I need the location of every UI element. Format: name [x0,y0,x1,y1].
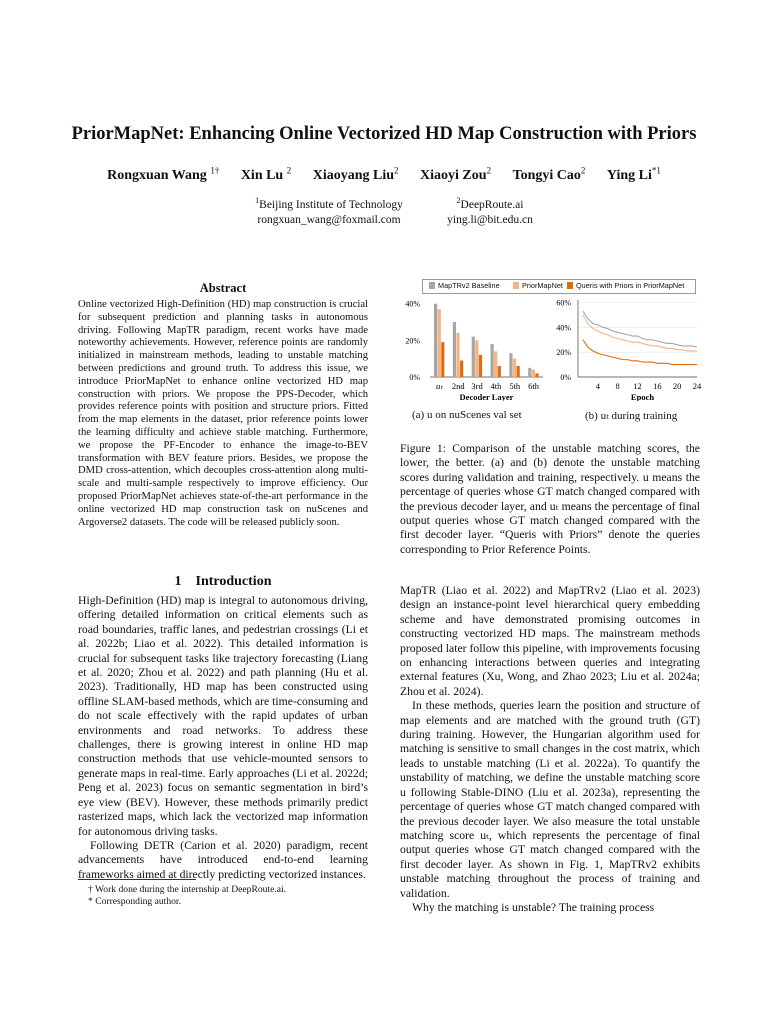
bar [434,304,437,377]
bar [509,353,512,377]
y-tick-label: 20% [405,336,420,346]
paragraph: High-Definition (HD) map is integral to autonomous driving, offering detailed information on critical elements such as road boundaries, traffic lanes, and pedestrian crossings (Li et al. 2022b; Liao et al. 2022). This detailed information is crucial for subsequent tasks like trajectory forecasting (Liang et al. 2020; Zhou et al. 2022) and path planning (Hu et al. 2023). Traditionally, HD map has been constructed using offline SLAM-based methods, which are time-consuming and do not scale effectively with the rapid updates of urban environments and road networks. To address these challenges, there is growing interest in online HD map construction methods that use vehicle-mounted sensors to generate maps in real-time. Early approaches (Li et al. 2022d; Peng et al. 2023) focus on semantic segmentation in bird’s eye view (BEV). However, these methods primarily predict rasterized maps, which lack the vectorized map information for autonomous driving tasks. [78,594,368,838]
y-tick-label: 20% [556,348,571,358]
bar [535,373,538,377]
bar [460,361,463,378]
bar [453,322,456,377]
bar [479,355,482,377]
x-tick-label: 12 [633,381,642,391]
x-tick-label: 24 [692,381,702,391]
line-chart [556,298,702,401]
bar [438,309,441,377]
x-axis-label: Epoch [630,392,655,401]
legend-item: Queris with Priors in PriorMapNet [567,281,684,290]
footnote: † Work done during the internship at DeepRoute.ai. [88,884,287,895]
x-tick-label: 5th [509,381,521,391]
paragraph: In these methods, queries learn the position and structure of map elements and are matched with the ground truth (GT) during training. However, the Hungarian algorithm used for matching is sensitive to small changes in the cost matrix, which leads to unstable matching (Li et al. 2022a). To quantify the unstability of matching, we define the unstable matching score u following Stable-DINO (Liu et al. 2023a), representing the percentage of queries whose GT match changed compared with the previous decoder layer. We also measure the total unstable matching score uₜ, which represents the percentage of final output queries whose GT match changed compared with the first decoder layer. As shown in Fig. 1, MapTRv2 exhibits unstable matching throughout the process of training and validation. [400,699,700,900]
series-line [583,311,697,347]
y-tick-label: 40% [405,299,420,309]
bar [528,368,531,377]
x-tick-label: 8 [615,381,620,391]
affiliation-2: $^2$DeepRoute.ai ying.li@bit.edu.cn [420,193,560,228]
abstract-heading: Abstract [199,281,247,295]
bar [532,370,535,377]
bar [472,337,475,377]
bar [456,333,459,377]
bar [441,342,444,377]
right-column-text [400,584,700,915]
section-heading: 1 Introduction [174,574,272,589]
figure-1-charts [395,276,705,401]
y-tick-label: 60% [556,298,571,308]
bar [498,366,501,377]
footnote-rule [78,879,196,880]
bar [491,344,494,377]
bar [475,340,478,377]
author-list [0,165,768,184]
legend-item: MapTRv2 Baseline [429,281,500,290]
subcaption-a: (a) u on nuScenes val set [412,409,522,421]
bar-chart [405,300,543,401]
affiliation-1: $^1$Beijing Institute of Technology rongxuan_wang@foxmail.com [246,193,412,228]
x-axis-label: Decoder Layer [459,392,514,401]
abstract-text: Online vectorized High-Definition (HD) map construction is crucial for subsequent prediction and planning tasks in autonomous driving. Following MapTR paradigm, recent works have made noteworthy achievements. However, reference points are randomly initialized in mainstream methods, leading to unstable matching between predictions and ground truth. To address this issue, we introduce PriorMapNet to enhance online vectorized HD map construction with priors. We propose the PPS-Decoder, which provides reference points with position and structure priors. Fitted from the map elements in the dataset, prior reference points lower the learning difficulty and achieve stable matching. Furthermore, we propose the PF-Encoder to enhance the image-to-BEV transformation with BEV feature priors. Besides, we propose the DMD cross-attention, which decouples cross-attention along multi-scale and multi-sample respectively to improve efficiency. Our proposed PriorMapNet achieves state-of-the-art performance in the online vectorized HD map construction task on nuScenes and Argoverse2 datasets. The code will be released publicly soon. [78,299,368,528]
x-tick-label: 16 [653,381,662,391]
y-tick-label: 40% [556,323,571,333]
x-tick-label: 2nd [451,381,465,391]
footnotes [88,884,286,908]
x-tick-label: 6th [528,381,540,391]
x-tick-label: 3rd [471,381,483,391]
paragraph: Following DETR (Carion et al. 2020) paradigm, recent advancements have introduced end-to-end learning frameworks aimed at directly predicting vectorized instances. [78,838,368,881]
x-tick-label: 20 [672,381,682,391]
paragraph: MapTR (Liao et al. 2022) and MapTRv2 (Liao et al. 2023) design an instance-point level hierarchical query embedding scheme and have demonstrated promising outcomes in constructing vectorized HD maps. The mainstream methods proposed later follow this pipeline, with improvements focusing on enhancing interactions between queries and integrating external features (Xu, Wong, and Zhao 2023; Liu et al. 2024a; Zhou et al. 2024). [400,584,700,698]
bar [517,366,520,377]
x-tick-label: 4th [490,381,502,391]
paper-title: PriorMapNet: Enhancing Online Vectorized HD Map Construction with Priors [71,124,697,144]
bar [494,351,497,377]
footnote: * Corresponding author. [88,896,181,907]
y-tick-label: 0% [409,373,420,382]
legend-item: PriorMapNet [513,281,563,290]
intro-text [78,594,368,882]
author: Ying Li$^{*1}$ [606,165,661,183]
subcaption-b: (b) uₜ during training [585,410,678,422]
author: Rongxuan Wang $^{1\dagger}$ [107,165,220,183]
author: Xin Lu $^2$ [240,165,292,183]
paragraph: Why the matching is unstable? The training process [412,900,655,914]
x-tick-label: uₜ [436,381,443,391]
x-tick-label: 4 [595,381,600,391]
figure-caption: Figure 1: Comparison of the unstable matching scores, the lower, the better. (a) and (b) denote the unstable matching scores during validation and training, respectively. u means the percentage of queries whose GT match changed compared with the previous decoder layer, and uₜ means the percentage of final output queries whose GT match changed compared with the first decoder layer. “Queris with Priors” denote the queries corresponding to Prior Reference Points. [400,442,700,556]
author-email: rongxuan_wang@foxmail.com [257,213,401,226]
author: Tongyi Cao$^2$ [512,165,586,183]
author: Xiaoyang Liu$^2$ [312,165,399,183]
bar [513,359,516,377]
y-tick-label: 0% [560,373,571,382]
author: Xiaoyi Zou$^2$ [420,165,492,183]
author-email: ying.li@bit.edu.cn [447,213,533,226]
